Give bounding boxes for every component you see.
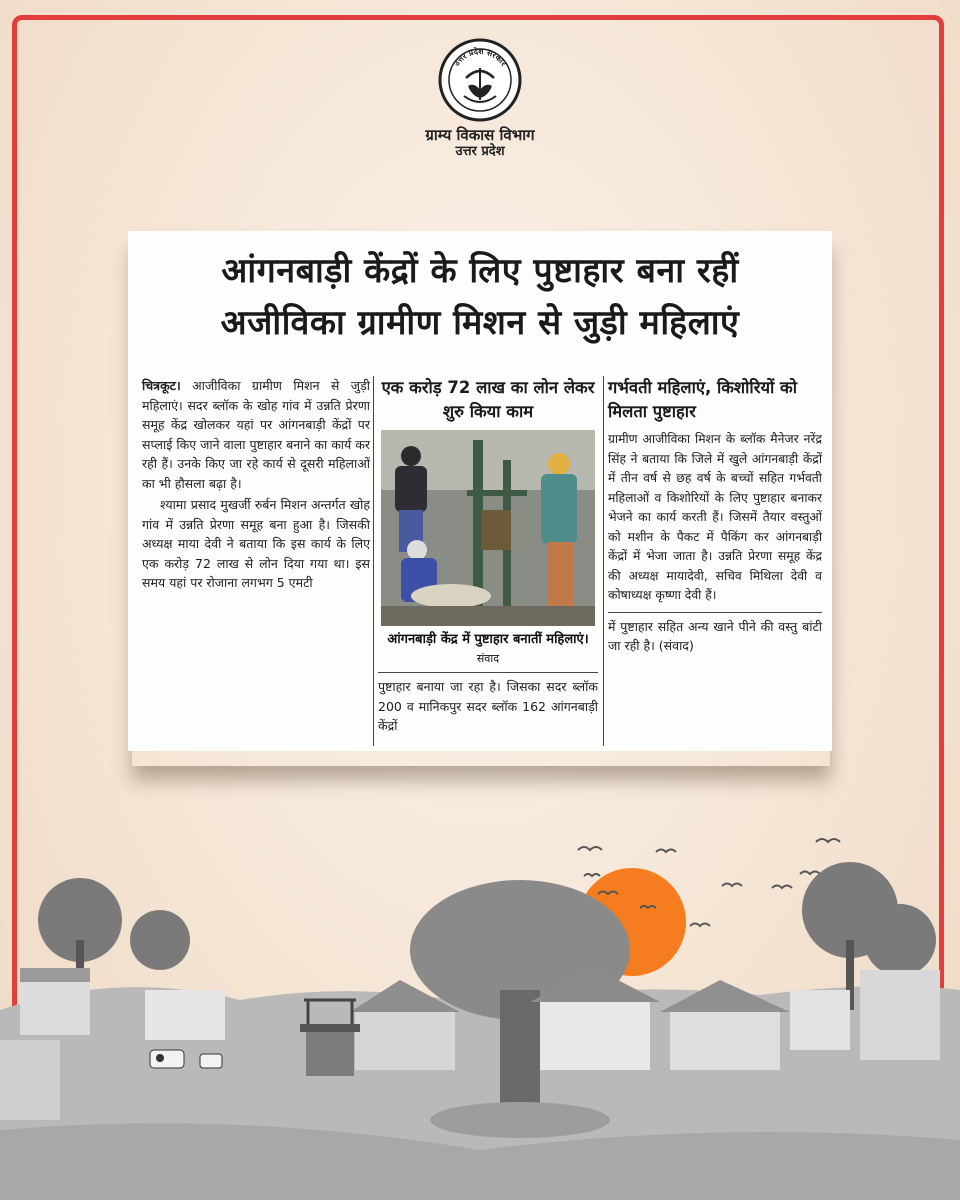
column-1-paragraph-1 <box>142 376 370 493</box>
svg-text:उत्तर प्रदेश सरकार: उत्तर प्रदेश सरकार <box>451 46 509 68</box>
dateline: चित्रकूट। <box>142 378 181 393</box>
department-name: ग्राम्य विकास विभाग <box>425 126 535 144</box>
column-2-subheading: एक करोड़ 72 लाख का लोन लेकर शुरु किया काम <box>381 378 595 421</box>
column-3 <box>608 376 822 656</box>
photo-credit: संवाद <box>476 652 500 665</box>
photo-caption-text: आंगनबाड़ी केंद्र में पुष्टाहार बनातीं महिलाएं। <box>387 632 589 647</box>
column-3-subheading: गर्भवती महिलाएं, किशोरियों को मिलता पुष्टाहार <box>608 378 797 421</box>
newspaper-clipping <box>128 231 832 751</box>
state-name: उत्तर प्रदेश <box>455 144 505 159</box>
headline <box>128 245 832 349</box>
department-header <box>0 38 960 160</box>
headline-line-2: अजीविका ग्रामीण मिशन से जुड़ी महिलाएं <box>220 303 740 343</box>
column-divider-1 <box>373 376 374 746</box>
headline-line-1: आंगनबाड़ी केंद्रों के लिए पुष्टाहार बना रहीं <box>221 251 739 291</box>
up-government-seal-icon <box>438 38 522 122</box>
photo-illustration-icon <box>381 430 595 626</box>
column-1-text-1: आजीविका ग्रामीण मिशन से जुड़ी महिलाएं। सदर ब्लॉक के खोह गांव में उन्नति प्रेरणा समूह केंद्र खोलकर यहां पर आंगनबाड़ी केंद्रों पर सप्लाई किए जाने वाला पुष्टाहार बनाने का कार्य कर रही हैं। उनके किए जा रहे कार्य से दूसरी महिलाओं का भी हौसला बढ़ा है। <box>142 378 371 491</box>
photo-caption <box>378 630 598 673</box>
column-divider-2 <box>603 376 604 746</box>
column-2-text: पुष्टाहार बनाया जा रहा है। जिसका सदर ब्लॉक 200 व मानिकपुर सदर ब्लॉक 162 आंगनबाड़ी केंद्रों <box>378 679 598 733</box>
column-1 <box>142 376 370 595</box>
column-3-tail-text: में पुष्टाहार सहित अन्य खाने पीने की वस्तु बांटी जा रही है। (संवाद) <box>608 612 822 656</box>
women-making-nutrition-photo <box>381 430 595 626</box>
column-3-text: ग्रामीण आजीविका मिशन के ब्लॉक मैनेजर नरेंद्र सिंह ने बताया कि जिले में खुले आंगनबाड़ी केंद्रों में तीन वर्ष से छह वर्ष के बच्चों सहित गर्भवती महिलाओं व किशोरियों के लिए पुष्टाहार बनाकर भेजने का कार्य करती हैं। जिसमें तैयार वस्तुओं को मशीन के पैकट में पैकिंग कर आंगनबाड़ी केंद्रों में भेजा जाता है। उन्नति प्रेरणा समूह केंद्र की अध्यक्ष मायादेवी, सचिव मिथिला देवी व कोषाध्यक्ष कृष्णा देवी हैं। <box>608 432 822 602</box>
column-1-paragraph-2: श्यामा प्रसाद मुखर्जी रुर्बन मिशन अन्तर्गत खोह गांव में उन्नति प्रेरणा समूह बना हुआ है। जिसकी अध्यक्ष माया देवी ने बताया कि इस कार्य के लिए एक करोड़ 72 लाख से लोन दिया गया था। इस समय यहां पर रोजाना लगभग 5 एमटी <box>142 497 370 590</box>
column-2 <box>378 376 598 736</box>
village-scene-illustration <box>0 830 960 1200</box>
